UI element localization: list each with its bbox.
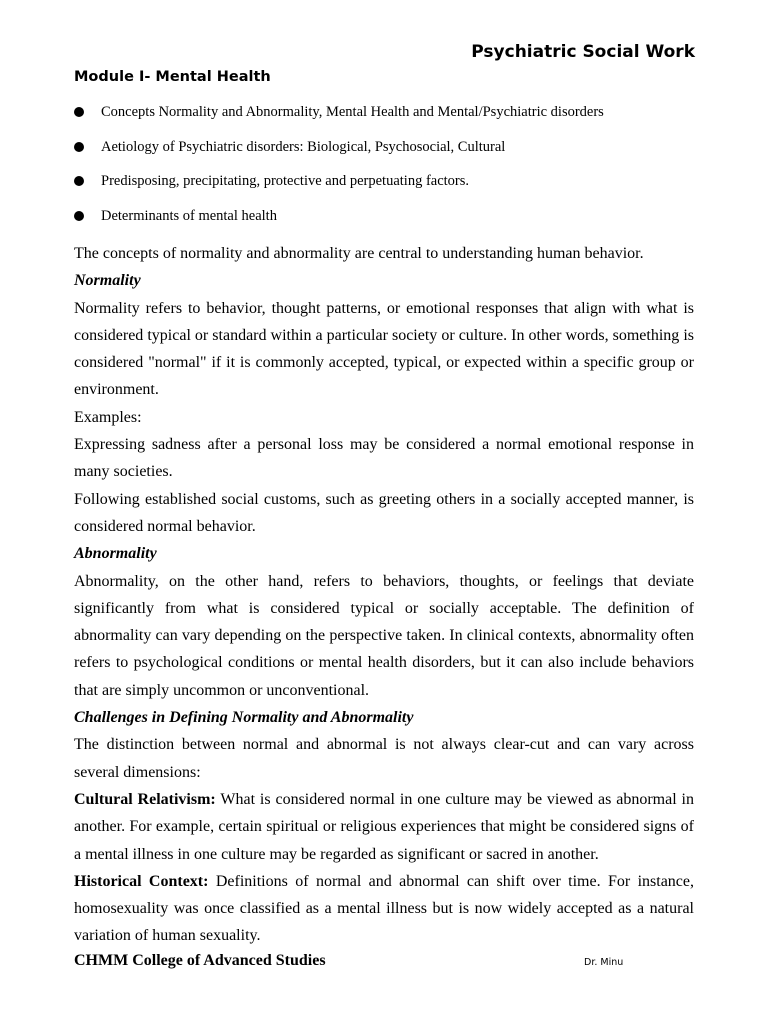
bullet-icon: [74, 142, 84, 152]
historical-context-label: Historical Context:: [74, 872, 209, 890]
challenges-paragraph: The distinction between normal and abnormal is not always clear-cut and can vary across several dimensions:: [74, 736, 694, 781]
list-item: [74, 206, 694, 241]
cultural-relativism-label: Cultural Relativism:: [74, 790, 216, 808]
section-heading-abnormality: Abnormality: [74, 545, 157, 563]
module-title: Module I- Mental Health: [74, 69, 271, 85]
bullet-icon: [74, 176, 84, 186]
example-paragraph-2: Following established social customs, such as greeting others in a socially accepted manner, is considered normal behavior.: [74, 490, 694, 535]
topic-list: [74, 102, 694, 241]
examples-label: Examples:: [74, 408, 142, 426]
list-item: [74, 137, 694, 172]
historical-context-paragraph: [74, 868, 694, 950]
footer-college: CHMM College of Advanced Studies: [74, 952, 326, 969]
section-heading-challenges: Challenges in Defining Normality and Abnormality: [74, 709, 414, 727]
list-item-text: Concepts Normality and Abnormality, Mental Health and Mental/Psychiatric disorders: [101, 104, 604, 120]
intro-paragraph: The concepts of normality and abnormality are central to understanding human behavior.: [74, 245, 644, 262]
example-paragraph-1: Expressing sadness after a personal loss may be considered a normal emotional response in many societies.: [74, 436, 694, 481]
historical-context-text: Definitions of normal and abnormal can shift over time. For instance, homosexuality was once classified as a mental illness but is now widely accepted as a natural variation of human sexuality.: [74, 872, 695, 945]
bullet-icon: [74, 107, 84, 117]
list-item: [74, 102, 694, 137]
list-item-text: Predisposing, precipitating, protective and perpetuating factors.: [101, 173, 470, 190]
page-header-title: Psychiatric Social Work: [471, 42, 695, 62]
normality-paragraph: Normality refers to behavior, thought patterns, or emotional responses that align with what is considered typical or standard within a particular society or culture. In other words, something is considered "normal" if it is commonly accepted, typical, or expected within a specific group or environment.: [74, 299, 694, 399]
list-item-text: Determinants of mental health: [101, 208, 277, 225]
bullet-icon: [74, 211, 84, 221]
footer-author: Dr. Minu: [584, 957, 624, 968]
cultural-relativism-text: What is considered normal in one culture may be viewed as abnormal in another. For example, certain spiritual or religious experiences that might be considered signs of a mental illness in one culture may be regarded as significant or sacred in another.: [74, 790, 695, 863]
section-heading-normality: Normality: [74, 272, 141, 290]
document-body: [74, 240, 694, 950]
cultural-relativism-paragraph: [74, 786, 694, 868]
list-item: [74, 171, 694, 206]
list-item-text: Aetiology of Psychiatric disorders: Biological, Psychosocial, Cultural: [101, 138, 506, 155]
abnormality-paragraph: Abnormality, on the other hand, refers to behaviors, thoughts, or feelings that deviate significantly from what is considered typical or socially acceptable. The definition of abnormality can vary depending on the perspective taken. In clinical contexts, abnormality often refers to psychological conditions or mental health disorders, but it can also include behaviors that are simply uncommon or unconventional.: [74, 572, 694, 699]
